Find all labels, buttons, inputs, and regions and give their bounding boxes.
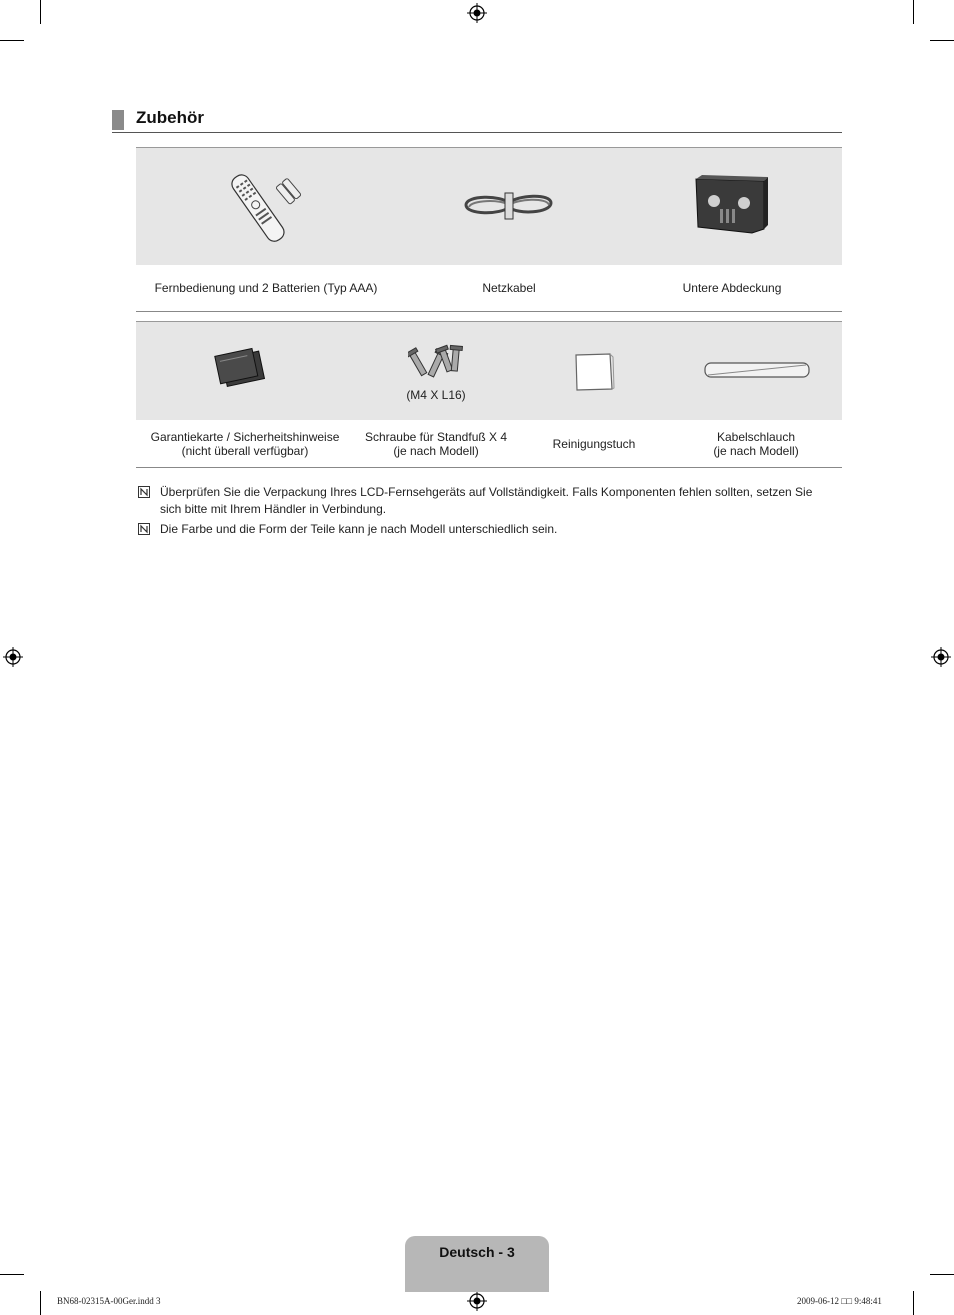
caption-line: (je nach Modell) [713,444,799,458]
caption-line: (je nach Modell) [393,444,479,458]
caption-remote-control: Fernbedienung und 2 Batterien (Typ AAA) [154,281,378,295]
crop-mark [913,1291,914,1315]
caption-cleaning-cloth: Reinigungstuch [552,437,636,451]
bottom-cover-icon [692,173,772,237]
accessories-table-row-1 [136,147,842,312]
accessories-table-row-2 [136,321,842,468]
page-number: Deutsch - 3 [439,1244,515,1260]
table-rule [136,467,842,468]
page-number-tab [405,1236,549,1292]
note [138,484,838,518]
remote-control-icon [226,165,306,245]
warranty-card-icon [214,347,270,391]
note-text: Die Farbe und die Form der Teile kann je nach Modell unterschiedlich sein. [160,522,558,536]
crop-mark [913,0,914,24]
crop-mark [930,1274,954,1275]
caption-cable-tie [670,430,842,458]
registration-mark-icon [467,1291,487,1311]
table-rule [136,311,842,312]
footer-file-name: BN68-02315A-00Ger.indd 3 [57,1296,161,1306]
registration-mark-icon [467,3,487,23]
registration-mark-icon [931,647,951,667]
registration-mark-icon [3,647,23,667]
cleaning-cloth-icon [572,351,616,393]
caption-line: Garantiekarte / Sicherheitshinweise [150,430,340,444]
screw-size-label: (M4 X L16) [406,388,466,402]
note-icon [138,486,150,498]
crop-mark [930,40,954,41]
crop-mark [0,40,24,41]
footer-timestamp: 2009-06-12 □□ 9:48:41 [797,1296,882,1306]
caption-warranty-card [136,430,354,458]
caption-line: Schraube für Standfuß X 4 [364,430,508,444]
caption-line: Kabelschlauch [716,430,796,444]
power-cord-icon [461,185,556,225]
crop-mark [0,1274,24,1275]
caption-screws [354,430,518,458]
caption-line: (nicht überall verfügbar) [181,444,309,458]
page-title: Zubehör [136,108,204,127]
cable-tie-icon [702,359,812,381]
section-heading [112,108,842,133]
screws-icon [408,343,464,385]
crop-mark [40,1291,41,1315]
note-text: Überprüfen Sie die Verpackung Ihres LCD-Fernsehgeräts auf Vollständigkeit. Falls Komponenten fehlen sollten, setzen Sie sich bitte mit Ihrem Händler in Verbindung. [160,485,813,516]
caption-power-cord: Netzkabel [482,281,536,295]
note-icon [138,523,150,535]
crop-mark [40,0,41,24]
heading-bar [112,110,124,130]
note [138,521,838,538]
caption-bottom-cover: Untere Abdeckung [682,281,782,295]
